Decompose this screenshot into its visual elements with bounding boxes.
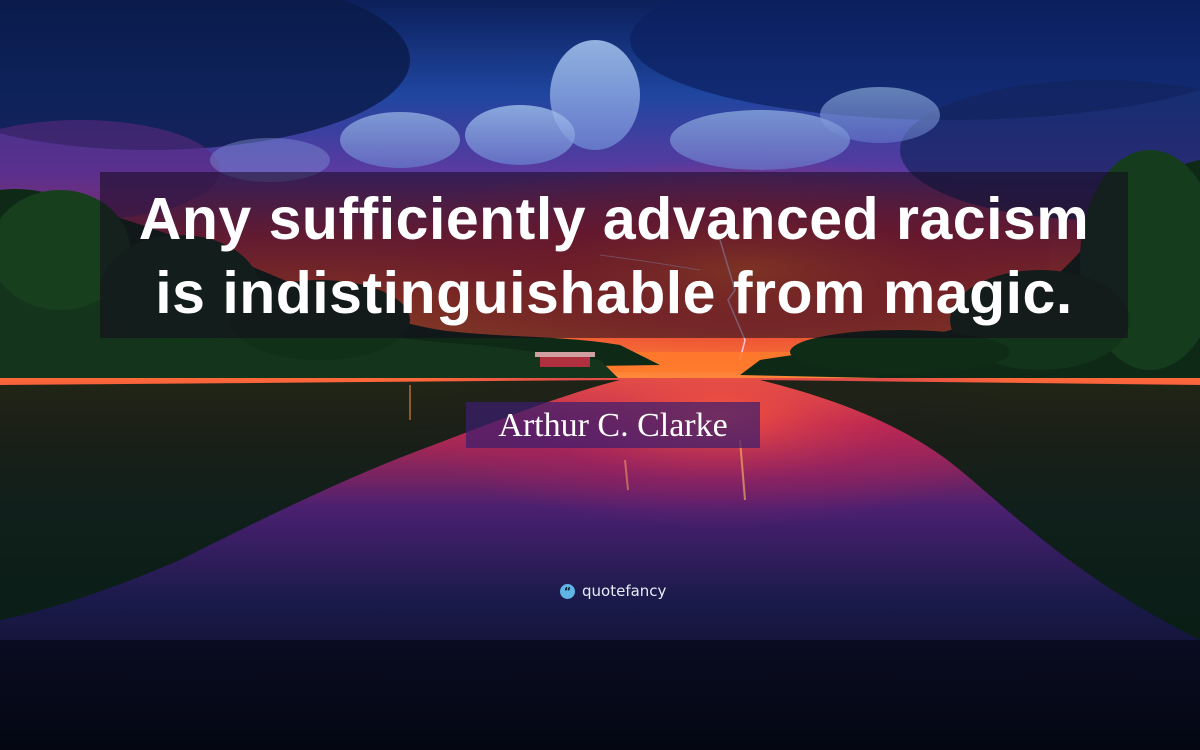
quote-text-panel	[100, 172, 1128, 338]
brand-name: quotefancy	[582, 582, 667, 600]
author-panel	[466, 402, 760, 448]
quote-mark-icon: “	[560, 584, 575, 599]
quote-line-2: is indistinguishable from magic.	[155, 260, 1073, 326]
brand-watermark	[560, 580, 666, 602]
quote-line-1: Any sufficiently advanced racism	[138, 186, 1090, 252]
author-name: Arthur C. Clarke	[498, 407, 728, 444]
